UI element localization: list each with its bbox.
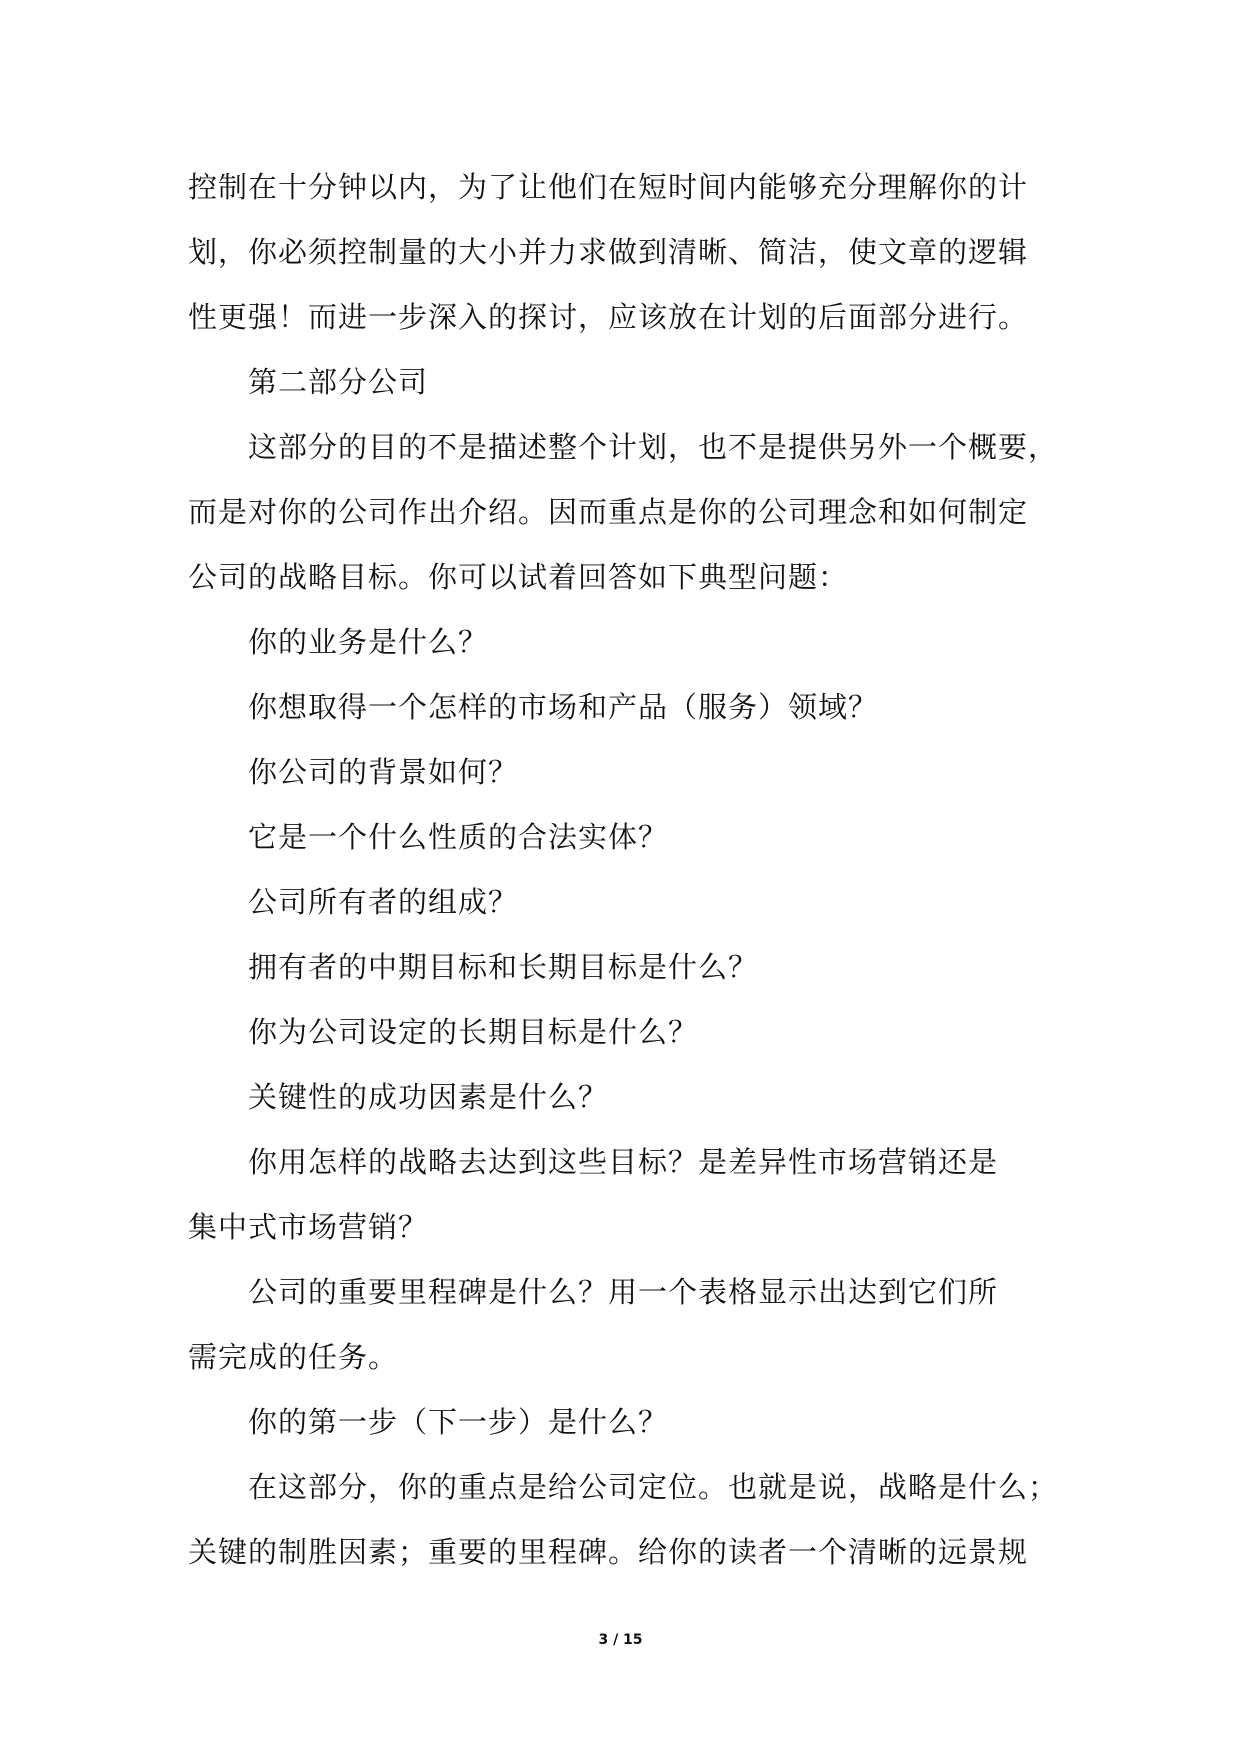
question-line: 你想取得一个怎样的市场和产品（服务）领域？ — [248, 690, 879, 724]
page-number: 3 / 15 — [598, 1632, 643, 1648]
text-line: 这部分的目的不是描述整个计划，也不是提供另外一个概要， — [248, 430, 1059, 464]
text-line: 公司的战略目标。你可以试着回答如下典型问题： — [188, 560, 849, 594]
section-heading: 第二部分公司 — [248, 365, 429, 399]
text-line: 而是对你的公司作出介绍。因而重点是你的公司理念和如何制定 — [188, 495, 1029, 529]
text-line: 集中式市场营销？ — [188, 1210, 429, 1244]
question-line: 你用怎样的战略去达到这些目标？是差异性市场营销还是 — [248, 1145, 999, 1179]
question-line: 你公司的背景如何？ — [248, 755, 519, 789]
text-line: 在这部分，你的重点是给公司定位。也就是说，战略是什么； — [248, 1470, 1059, 1504]
question-line: 关键性的成功因素是什么？ — [248, 1080, 609, 1114]
text-line: 关键的制胜因素；重要的里程碑。给你的读者一个清晰的远景规 — [188, 1535, 1029, 1569]
document-body — [188, 155, 1068, 1585]
question-line: 公司所有者的组成？ — [248, 885, 519, 919]
question-line: 你的第一步（下一步）是什么？ — [248, 1405, 669, 1439]
text-line: 控制在十分钟以内，为了让他们在短时间内能够充分理解你的计 — [188, 170, 1029, 204]
text-line: 需完成的任务。 — [188, 1340, 399, 1374]
question-line: 拥有者的中期目标和长期目标是什么？ — [248, 950, 759, 984]
question-line: 公司的重要里程碑是什么？用一个表格显示出达到它们所 — [248, 1275, 999, 1309]
question-line: 它是一个什么性质的合法实体？ — [248, 820, 669, 854]
question-line: 你为公司设定的长期目标是什么？ — [248, 1015, 699, 1049]
text-line: 性更强！而进一步深入的探讨，应该放在计划的后面部分进行。 — [188, 300, 1029, 334]
text-line: 划，你必须控制量的大小并力求做到清晰、简洁，使文章的逻辑 — [188, 235, 1029, 269]
question-line: 你的业务是什么？ — [248, 625, 489, 659]
